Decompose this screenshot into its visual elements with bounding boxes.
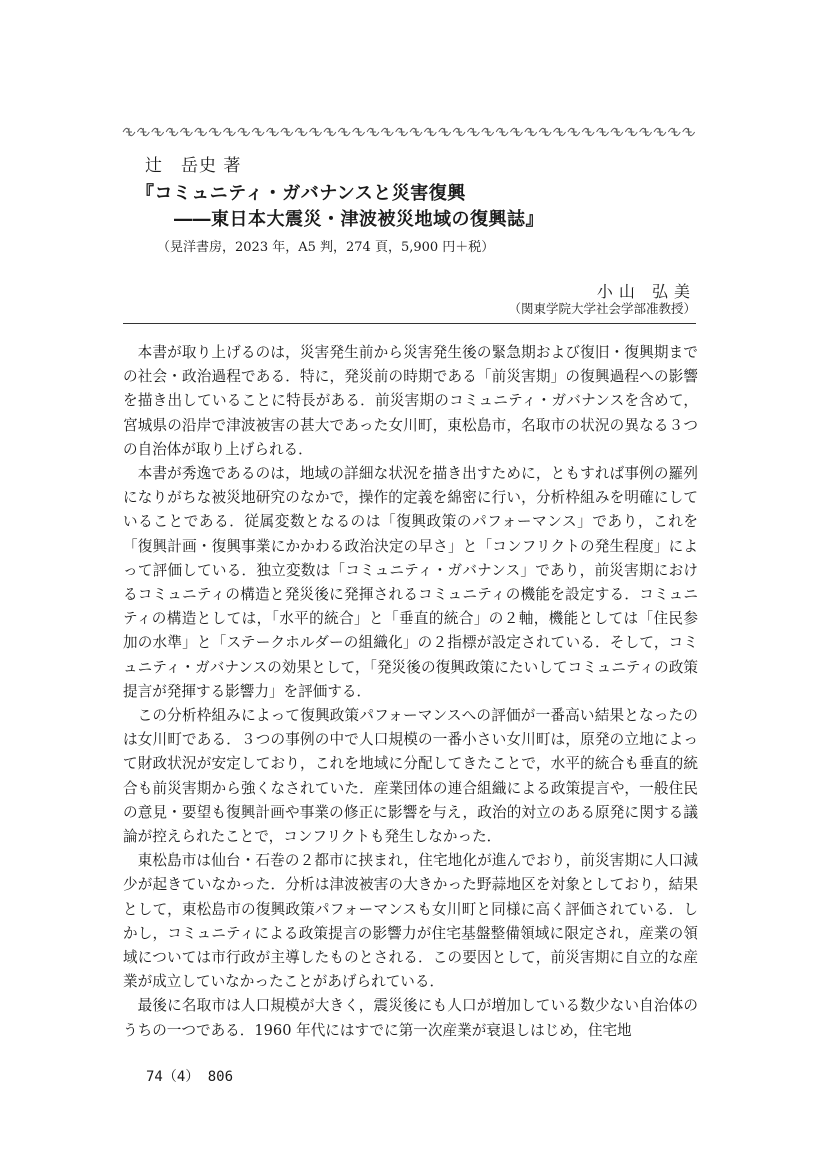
page-number: 74（4） 806 bbox=[146, 1069, 234, 1085]
ornament-motif bbox=[539, 128, 551, 136]
ornament-motif bbox=[281, 128, 293, 136]
paragraph: 本書が取り上げるのは，災害発生前から災害発生後の緊急期および復旧・復興期までの社会・政治過程である．特に，発災前の時期である「前災害期」の復興過程への影響を描き出していることに特長がある．前災害期のコミュニティ・ガバナンスを含めて，宮城県の沿岸で津波被害の甚大であった女川町，東松島市，名取市の状況の異なる３つの自治体が取り上げられる． bbox=[123, 344, 698, 458]
ornament-motif bbox=[381, 128, 393, 136]
ornament-motif bbox=[410, 128, 422, 136]
ornament-motif bbox=[439, 128, 451, 136]
ornament-motif bbox=[353, 128, 365, 136]
review-body bbox=[123, 341, 698, 1043]
paragraph: 最後に名取市は人口規模が大きく，震災後にも人口が増加している数少ない自治体のうちの一つである．1960 年代にはすでに第一次産業が衰退しはじめ，住宅地 bbox=[123, 997, 698, 1039]
ornament-motif bbox=[166, 128, 178, 136]
ornament-motif bbox=[180, 128, 192, 136]
ornament-motif bbox=[453, 128, 465, 136]
ornament-motif bbox=[668, 128, 680, 136]
ornament-motif bbox=[424, 128, 436, 136]
book-title-line2: ――東日本大震災・津波被災地域の復興誌』 bbox=[174, 209, 544, 230]
ornament-motif bbox=[396, 128, 408, 136]
ornament-motif bbox=[252, 128, 264, 136]
ornament-motif bbox=[467, 128, 479, 136]
ornament-motif bbox=[625, 128, 637, 136]
ornament-motif bbox=[683, 128, 695, 136]
decorative-ornament-border bbox=[122, 126, 696, 138]
ornament-motif bbox=[525, 128, 537, 136]
ornament-motif bbox=[295, 128, 307, 136]
ornament-motif bbox=[152, 128, 164, 136]
ornament-motif bbox=[137, 128, 149, 136]
ornament-motif bbox=[195, 128, 207, 136]
header-divider bbox=[123, 323, 696, 324]
reviewer-name: 小山 弘美 bbox=[596, 282, 696, 301]
ornament-motif bbox=[238, 128, 250, 136]
ornament-motif bbox=[310, 128, 322, 136]
ornament-motif bbox=[654, 128, 666, 136]
publication-info: （晃洋書房，2023 年，A5 判，274 頁，5,900 円＋税） bbox=[157, 240, 495, 255]
ornament-motif bbox=[554, 128, 566, 136]
ornament-motif bbox=[338, 128, 350, 136]
ornament-motif bbox=[496, 128, 508, 136]
ornament-motif bbox=[267, 128, 279, 136]
ornament-motif bbox=[568, 128, 580, 136]
reviewer-affiliation: （関東学院大学社会学部准教授） bbox=[508, 301, 696, 316]
ornament-motif bbox=[482, 128, 494, 136]
ornament-motif bbox=[597, 128, 609, 136]
ornament-motif bbox=[611, 128, 623, 136]
ornament-motif bbox=[223, 128, 235, 136]
book-author: 辻 岳史 著 bbox=[145, 156, 242, 176]
ornament-motif bbox=[510, 128, 522, 136]
ornament-motif bbox=[367, 128, 379, 136]
ornament-motif bbox=[209, 128, 221, 136]
ornament-motif bbox=[324, 128, 336, 136]
paragraph: この分析枠組みによって復興政策パフォーマンスへの評価が一番高い結果となったのは女川町である．３つの事例の中で人口規模の一番小さい女川町は，原発の立地によって財政状況が安定しており，これを地域に分配してきたことで，水平的統合も垂直的統合も前災害期から強くなされていた．産業団体の連合組織による政策提言や，一般住民の意見・要望も復興計画や事業の修正に影響を与え，政治的対立のある原発に関する議論が控えられたことで，コンフリクトも発生しなかった． bbox=[123, 707, 698, 846]
paragraph: 東松島市は仙台・石巻の２都市に挟まれ，住宅地化が進んでおり，前災害期に人口減少が起きていなかった．分析は津波被害の大きかった野蒜地区を対象としており，結果として，東松島市の復興政策パフォーマンスも女川町と同様に高く評価されている．しかし，コミュニティによる政策提言の影響力が住宅基盤整備領域に限定され，産業の領域については市行政が主導したものとされる．この要因として，前災害期に自立的な産業が成立していなかったことがあげられている． bbox=[123, 852, 698, 991]
ornament-motif bbox=[582, 128, 594, 136]
book-title-line1: 『コミュニティ・ガバナンスと災害復興 bbox=[136, 183, 466, 204]
paragraph: 本書が秀逸であるのは，地域の詳細な状況を描き出すために，ともすれば事例の羅列になりがちな被災地研究のなかで，操作的定義を綿密に行い，分析枠組みを明確にしていることである．従属変数となるのは「復興政策のパフォーマンス」であり，これを「復興計画・復興事業にかかわる政治決定の早さ」と「コンフリクトの発生程度」によって評価している．独立変数は「コミュニティ・ガバナンス」であり，前災害期におけるコミュニティの構造と発災後に発揮されるコミュニティの機能を設定する．コミュニティの構造としては，「水平的統合」と「垂直的統合」の２軸，機能としては「住民参加の水準」と「ステークホルダーの組織化」の２指標が設定されている．そして，コミュニティ・ガバナンスの効果として，「発災後の復興政策にたいしてコミュニティの政策提言が発揮する影響力」を評価する． bbox=[123, 465, 698, 700]
ornament-motif bbox=[123, 128, 135, 136]
ornament-motif bbox=[640, 128, 652, 136]
